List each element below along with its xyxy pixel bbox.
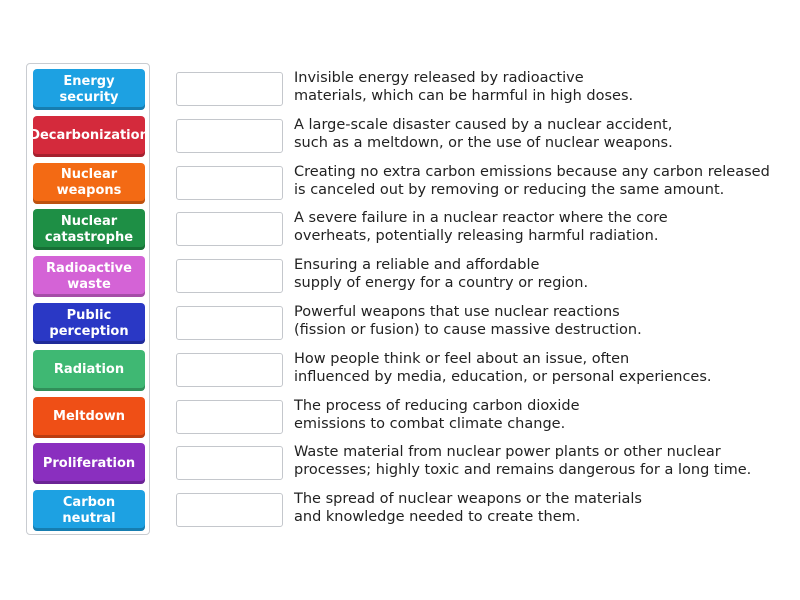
drop-zone-2[interactable] bbox=[176, 119, 283, 153]
definition-line: Invisible energy released by radioactive bbox=[294, 70, 584, 86]
definition-line: Powerful weapons that use nuclear reactions bbox=[294, 304, 620, 320]
definition-line: supply of energy for a country or region. bbox=[294, 275, 589, 292]
definition-9 bbox=[294, 443, 794, 479]
drop-zone-1[interactable] bbox=[176, 72, 283, 106]
tile-carbon-neutral[interactable] bbox=[33, 490, 145, 531]
definition-line: The spread of nuclear weapons or the materials bbox=[294, 491, 642, 508]
tile-label: Nuclear catastrophe bbox=[44, 213, 134, 245]
definition-line: and knowledge needed to create them. bbox=[294, 509, 581, 526]
definition-7 bbox=[294, 350, 794, 386]
tile-label: Nuclear weapons bbox=[56, 167, 122, 199]
answer-tiles-panel bbox=[26, 63, 150, 535]
drop-zone-5[interactable] bbox=[176, 259, 283, 293]
definition-line: Ensuring a reliable and affordable bbox=[294, 257, 540, 274]
tile-label: Proliferation bbox=[42, 455, 136, 471]
definition-10 bbox=[294, 490, 794, 526]
tile-radioactive-waste[interactable] bbox=[33, 256, 145, 297]
drop-zone-7[interactable] bbox=[176, 353, 283, 387]
definition-line: Creating no extra carbon emissions because any carbon released bbox=[294, 163, 770, 180]
tile-decarbonization[interactable] bbox=[29, 116, 149, 157]
definition-line: materials, which can be harmful in high doses. bbox=[294, 88, 634, 104]
tile-radiation[interactable] bbox=[33, 350, 145, 391]
tile-label: Radiation bbox=[53, 362, 125, 378]
tile-label: Energy security bbox=[59, 73, 119, 105]
tile-meltdown[interactable] bbox=[33, 397, 145, 438]
tile-energy-security[interactable] bbox=[33, 69, 145, 110]
tile-public-perception[interactable] bbox=[33, 303, 145, 344]
definition-line: such as a meltdown, or the use of nuclear weapons. bbox=[294, 134, 673, 151]
definition-4 bbox=[294, 209, 794, 245]
drop-zone-10[interactable] bbox=[176, 493, 283, 527]
drop-zone-4[interactable] bbox=[176, 212, 283, 246]
drop-zone-8[interactable] bbox=[176, 400, 283, 434]
definition-line: How people think or feel about an issue, often bbox=[294, 350, 630, 367]
definition-line: Waste material from nuclear power plants or other nuclear bbox=[294, 444, 721, 461]
definition-3 bbox=[294, 163, 794, 199]
drop-zone-9[interactable] bbox=[176, 446, 283, 480]
definition-5 bbox=[294, 256, 794, 292]
tile-label: Meltdown bbox=[53, 409, 125, 425]
definition-line: is canceled out by removing or reducing the same amount. bbox=[294, 181, 725, 198]
tile-nuclear-catastrophe[interactable] bbox=[33, 209, 145, 250]
definition-8 bbox=[294, 397, 794, 433]
tile-label: Carbon neutral bbox=[62, 494, 116, 526]
tile-label: Decarbonization bbox=[29, 128, 149, 144]
definition-6 bbox=[294, 303, 794, 339]
definition-2 bbox=[294, 116, 794, 152]
tile-proliferation[interactable] bbox=[33, 443, 145, 484]
tile-nuclear-weapons[interactable] bbox=[33, 163, 145, 204]
drop-zone-6[interactable] bbox=[176, 306, 283, 340]
definition-line: emissions to combat climate change. bbox=[294, 415, 566, 432]
drop-zone-3[interactable] bbox=[176, 166, 283, 200]
definition-line: A large-scale disaster caused by a nuclear accident, bbox=[294, 116, 673, 133]
definition-line: A severe failure in a nuclear reactor where the core bbox=[294, 210, 668, 227]
definition-line: influenced by media, education, or personal experiences. bbox=[294, 368, 712, 385]
definition-line: The process of reducing carbon dioxide bbox=[294, 397, 580, 414]
definition-line: processes; highly toxic and remains dangerous for a long time. bbox=[294, 462, 752, 479]
tile-label: Public perception bbox=[49, 307, 129, 339]
definition-1 bbox=[294, 69, 794, 105]
definition-line: (fission or fusion) to cause massive destruction. bbox=[294, 322, 642, 338]
tile-label: Radioactive waste bbox=[46, 260, 132, 292]
definition-line: overheats, potentially releasing harmful radiation. bbox=[294, 228, 659, 245]
